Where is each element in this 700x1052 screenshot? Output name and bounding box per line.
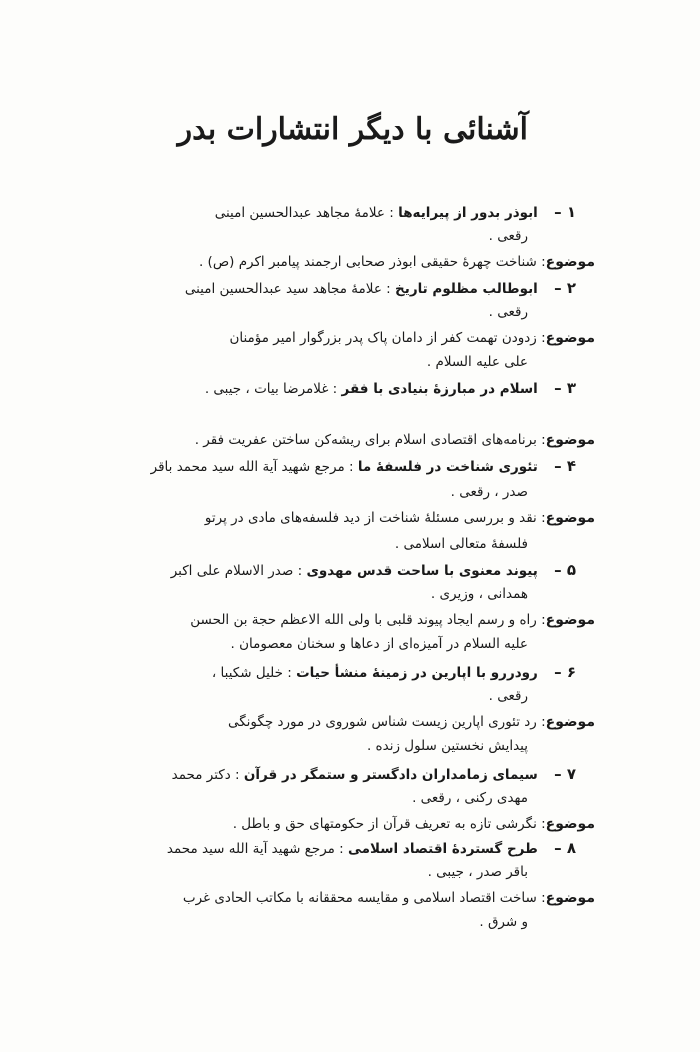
entry-3-topic	[195, 430, 595, 450]
topic-label: موضوع	[545, 330, 595, 346]
entry-author: : دکتر محمد	[171, 767, 240, 783]
entry-6-heading	[212, 662, 576, 683]
topic-text: : ساخت اقتصاد اسلامی و مقایسه محققانه با مکاتب الحادی غرب	[182, 890, 546, 906]
page-title: آشنائی با دیگر انتشارات بدر	[177, 112, 528, 147]
topic-label: موضوع	[545, 510, 595, 526]
topic-text: : رد تئوری اپارین زیست شناس شوروی در مورد چگونگی	[227, 714, 546, 730]
topic-text: : راه و رسم ایجاد پیوند قلبی با ولی الله الاعظم حجة بن الحسن	[190, 612, 546, 628]
entry-author: : علامهٔ مجاهد سید عبدالحسین امینی	[184, 281, 391, 297]
entry-number: ۳ –	[554, 379, 576, 397]
entry-title: ابوطالب مظلوم تاریخ	[395, 281, 538, 297]
entry-3-heading	[205, 378, 576, 399]
entry-number: ۶ –	[554, 663, 576, 681]
entry-8-heading	[167, 838, 576, 859]
entry-author: : خلیل شکیبا ،	[211, 665, 292, 681]
topic-label: موضوع	[545, 890, 595, 906]
entry-8-topic	[183, 888, 595, 908]
entry-number: ۸ –	[554, 839, 576, 857]
entry-author: : غلامرضا بیات ، جیبی .	[204, 381, 338, 397]
entry-title: سیمای زمامداران دادگستر و ستمگر در قرآن	[243, 767, 538, 783]
entry-author: : مرجع شهید آیة الله سید محمد	[166, 841, 344, 857]
entry-7-heading	[172, 764, 576, 785]
entry-7-author-cont: مهدی رکنی ، رقعی .	[412, 790, 528, 806]
entry-1-heading	[215, 202, 576, 223]
entry-author: : علامهٔ مجاهد عبدالحسین امینی	[214, 205, 394, 221]
topic-label: موضوع	[545, 714, 595, 730]
topic-text: : نگرشی تازه به تعریف قرآن از حکومتهای حق و باطل .	[232, 816, 546, 832]
entry-2-heading	[185, 278, 576, 299]
entry-7-topic	[233, 814, 595, 834]
entry-title: طرح گستردهٔ اقتصاد اسلامی	[348, 841, 538, 857]
topic-text: : شناخت چهرهٔ حقیقی ابوذر صحابی ارجمند پیامبر اکرم (ص) .	[198, 254, 546, 270]
entry-number: ۱ –	[554, 203, 576, 221]
entry-title: ابوذر بدور از پیرایه‌ها	[398, 205, 538, 221]
entry-title: پیوند معنوی با ساحت قدس مهدوی	[306, 563, 538, 579]
entry-5-heading	[171, 560, 576, 581]
entry-title: رودررو با اپارین در زمینهٔ منشأ حیات	[296, 665, 538, 681]
entry-title: تئوری شناخت در فلسفهٔ ما	[357, 459, 538, 475]
topic-label: موضوع	[545, 432, 595, 448]
topic-label: موضوع	[545, 816, 595, 832]
topic-label: موضوع	[545, 612, 595, 628]
entry-5-topic	[190, 610, 595, 630]
entry-4-author-cont: صدر ، رقعی .	[450, 484, 528, 500]
entry-4-topic	[205, 508, 595, 528]
entry-8-author-cont: باقر صدر ، جیبی .	[427, 864, 528, 880]
entry-2-author-cont: رقعی .	[488, 304, 528, 320]
entry-4-topic-cont: فلسفهٔ متعالی اسلامی .	[394, 536, 528, 552]
entry-2-topic	[229, 328, 595, 348]
entry-5-topic-cont: علیه السلام در آمیزه‌ای از دعاها و سخنان معصومان .	[230, 636, 528, 652]
topic-text: : زدودن تهمت کفر از دامان پاک پدر بزرگوار امیر مؤمنان	[229, 330, 546, 346]
entry-8-topic-cont: و شرق .	[479, 914, 528, 930]
entry-1-author-cont: رقعی .	[488, 228, 528, 244]
entry-number: ۷ –	[554, 765, 576, 783]
entry-title: اسلام در مبارزهٔ بنیادی با فقر	[341, 381, 538, 397]
entry-number: ۵ –	[554, 561, 576, 579]
topic-text: : برنامه‌های اقتصادی اسلام برای ریشه‌کن ساختن عفریت فقر .	[194, 432, 546, 448]
entry-6-topic	[228, 712, 595, 732]
entry-1-topic	[199, 252, 595, 272]
entry-number: ۲ –	[554, 279, 576, 297]
entry-2-topic-cont: علی علیه السلام .	[426, 354, 528, 370]
topic-text: : نقد و بررسی مسئلهٔ شناخت از دید فلسفه‌های مادی در پرتو	[204, 510, 546, 526]
entry-4-heading	[151, 456, 576, 477]
entry-author: : مرجع شهید آیة الله سید محمد باقر	[150, 459, 354, 475]
topic-label: موضوع	[545, 254, 595, 270]
entry-author: : صدر الاسلام علی اکبر	[170, 563, 303, 579]
entry-5-author-cont: همدانی ، وزیری .	[430, 586, 528, 602]
entry-number: ۴ –	[554, 457, 576, 475]
entry-6-author-cont: رقعی .	[488, 688, 528, 704]
entry-6-topic-cont: پیدایش نخستین سلول زنده .	[366, 738, 528, 754]
